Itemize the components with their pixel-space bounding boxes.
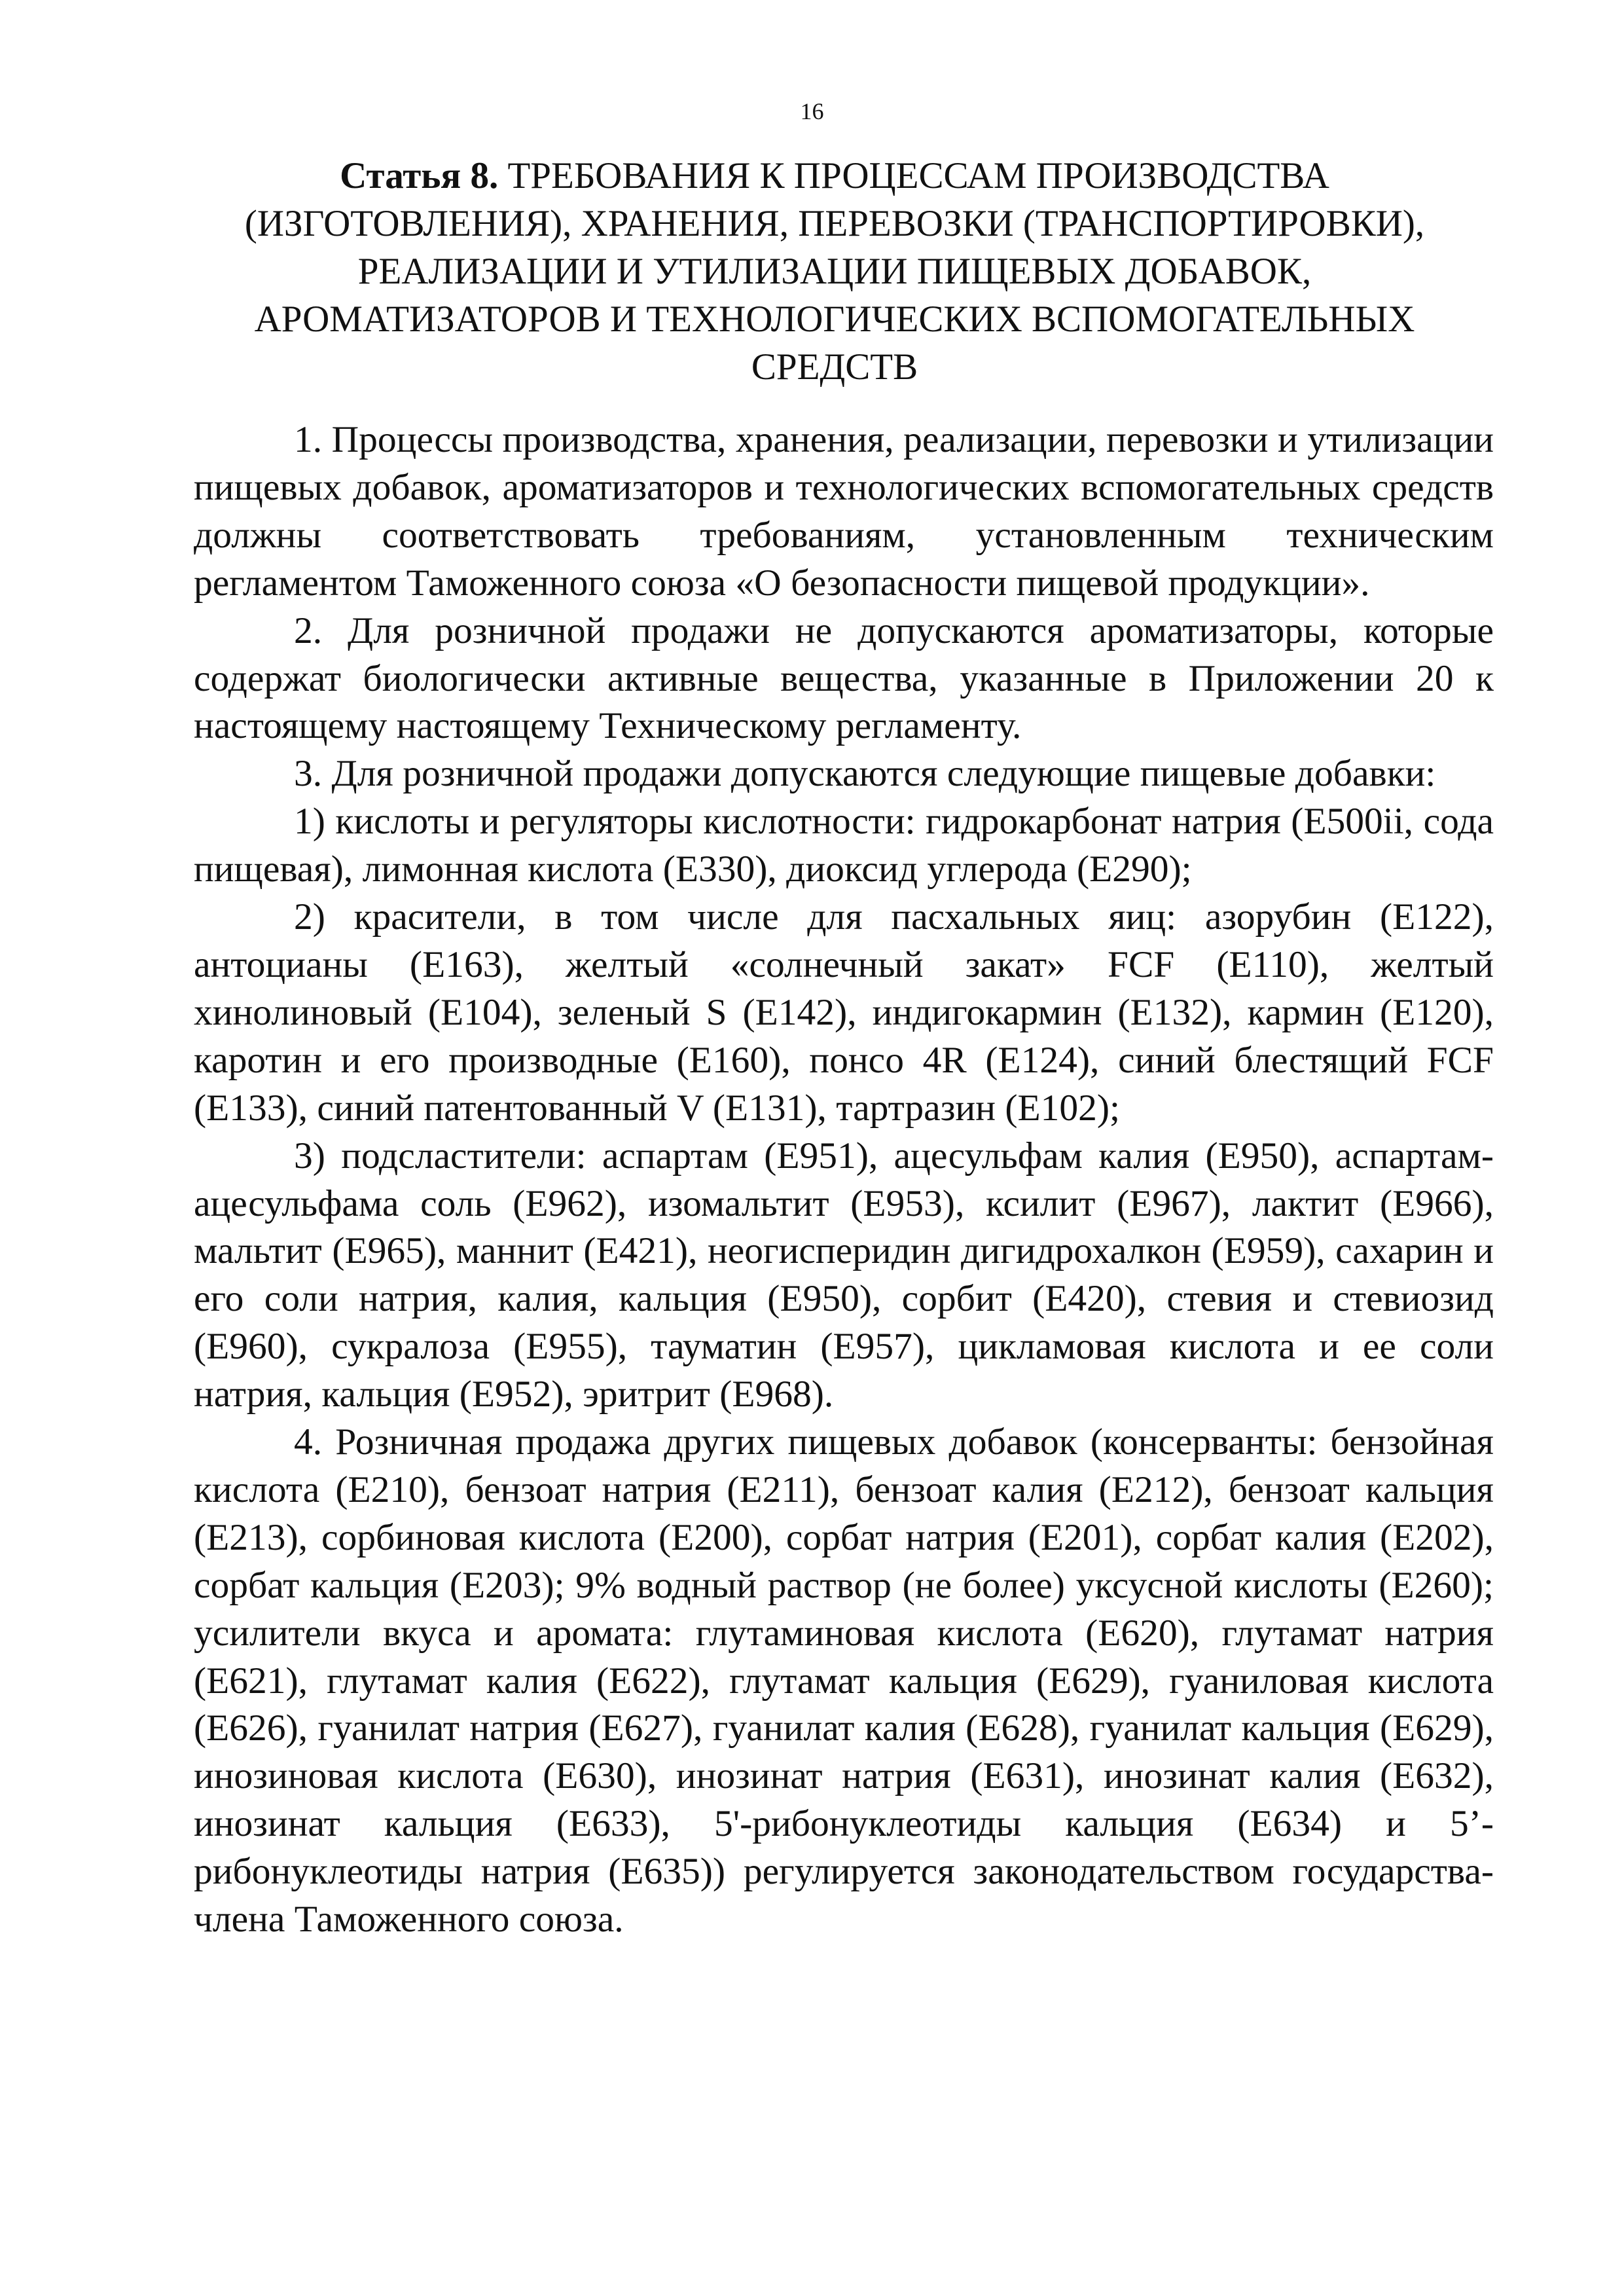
paragraph-3-item-2-dyes: 2) красители, в том числе для пасхальных яиц: азорубин (E122), антоцианы (E163), желтый «солнечный закат» FCF (E110), желтый хинолиновый (E104), зеленый S (E142), индигокармин (E132), кармин (E120), каротин и его производные (E160), понсо 4R (E124), синий блестящий FCF (E133), синий патентованный V (E131), тартразин (E102); [194,896,1494,1129]
paragraph-2: 2. Для розничной продажи не допускаются ароматизаторы, которые содержат биологически активные вещества, указанные в Приложении 20 к настоящему настоящему Техническому регламенту. [194,610,1494,747]
paragraph-3-item-3-sweeteners: 3) подсластители: аспартам (E951), ацесульфам калия (E950), аспартам-ацесульфама соль (E962), изомальтит (E953), ксилит (E967), лактит (E966), мальтит (E965), маннит (E421), неогисперидин дигидрохалкон (E959), сахарин и его соли натрия, калия, кальция (E950), сорбит (E420), стевия и стевиозид (E960), сукралоза (E955), тауматин (E957), цикламовая кислота и ее соли натрия, кальция (E952), эритрит (E968). [194,1135,1494,1415]
article-label: Статья 8. [340,155,499,196]
paragraph-3: 3. Для розничной продажи допускаются следующие пищевые добавки: [294,753,1436,795]
paragraph-3-item-1-acids: 1) кислоты и регуляторы кислотности: гидрокарбонат натрия (E500ii, сода пищевая), лимонная кислота (E330), диоксид углерода (E290); [194,801,1494,890]
paragraph-4: 4. Розничная продажа других пищевых добавок (консерванты: бензойная кислота (E210), бензоат натрия (E211), бензоат калия (E212), бензоат кальция (E213), сорбиновая кислота (E200), сорбат натрия (E201), сорбат калия (E202), сорбат кальция (E203); 9% водный раствор (не более) уксусной кислоты (E260); усилители вкуса и аромата: глутаминовая кислота (E620), глутамат натрия (E621), глутамат калия (E622), глутамат кальция (E629), гуаниловая кислота (E626), гуанилат натрия (E627), гуанилат калия (E628), гуанилат кальция (E629), инозиновая кислота (E630), инозинат натрия (E631), инозинат калия (E632), инозинат кальция (E633), 5'-рибонуклеотиды кальция (E634) и 5’-рибонуклеотиды натрия (E635)) регулируется законодательством государства-члена Таможенного союза. [194,1421,1494,1941]
page-number: 16 [800,98,824,124]
paragraph-1: 1. Процессы производства, хранения, реализации, перевозки и утилизации пищевых добавок, ароматизаторов и технологических вспомогательных средств должны соответствовать требованиям, установленным техническим регламентом Таможенного союза «О безопасности пищевой продукции». [194,419,1494,604]
article-heading [223,152,1447,391]
article-body [194,416,1494,1944]
article-title: ТРЕБОВАНИЯ К ПРОЦЕССАМ ПРОИЗВОДСТВА (ИЗГОТОВЛЕНИЯ), ХРАНЕНИЯ, ПЕРЕВОЗКИ (ТРАНСПОРТИРОВКИ), РЕАЛИЗАЦИИ И УТИЛИЗАЦИИ ПИЩЕВЫХ ДОБАВОК, АРОМАТИЗАТОРОВ И ТЕХНОЛОГИЧЕСКИХ ВСПОМОГАТЕЛЬНЫХ СРЕДСТВ [244,155,1425,388]
